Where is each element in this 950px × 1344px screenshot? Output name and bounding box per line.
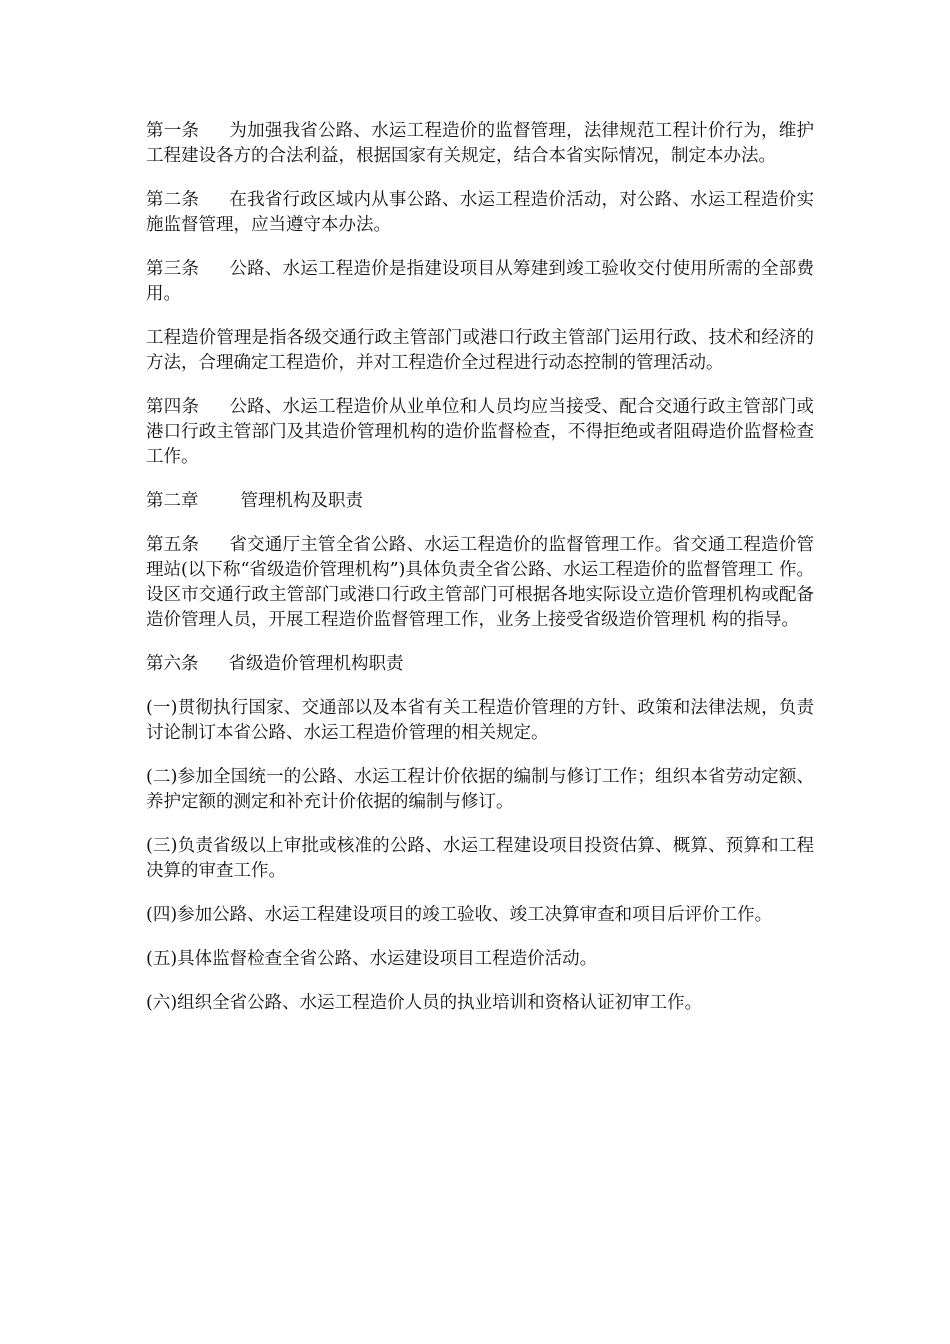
- article-text: 省交通厅主管全省公路、水运工程造价的监督管理工作。省交通工程造价管理站(以下称“省级造价管理机构”)具体负责全省公路、水运工程造价的监督管理工 作。设区市交通行政主管部门或港口行政主管部门可根据各地实际设立造价管理机构或配备造价管理人员，开展工程造价监督管理工作，业务上接受省级造价管理机 构的指导。: [146, 535, 815, 630]
- chapter-title: 管理机构及职责: [240, 491, 363, 511]
- article-1: [146, 119, 814, 169]
- list-item-text: (一)贯彻执行国家、交通部以及本省有关工程造价管理的方针、政策和法律法规，负责讨论制订本省公路、水运工程造价管理的相关规定。: [146, 698, 814, 743]
- duty-item-2: [146, 765, 814, 815]
- duty-item-1: [146, 696, 814, 746]
- article-text: 公路、水运工程造价从业单位和人员均应当接受、配合交通行政主管部门或港口行政主管部门及其造价管理机构的造价监督检查，不得拒绝或者阻碍造价监督检查工作。: [146, 397, 815, 467]
- article-text: 省级造价管理机构职责: [228, 654, 404, 674]
- chapter-label: 第二章: [146, 491, 199, 511]
- duty-item-4: [146, 903, 814, 928]
- article-label: 第二条: [146, 190, 200, 210]
- article-4: [146, 395, 814, 470]
- list-item-text: (六)组织全省公路、水运工程造价人员的执业培训和资格认证初审工作。: [146, 993, 703, 1013]
- article-label: 第四条: [146, 397, 200, 417]
- article-label: 第三条: [146, 259, 200, 279]
- list-item-text: (五)具体监督检查全省公路、水运建设项目工程造价活动。: [146, 949, 598, 969]
- duty-item-3: [146, 834, 814, 884]
- article-3: [146, 257, 814, 307]
- article-2: [146, 188, 814, 238]
- list-item-text: (二)参加全国统一的公路、水运工程计价依据的编制与修订工作；组织本省劳动定额、养护定额的测定和补充计价依据的编制与修订。: [146, 767, 814, 812]
- list-item-text: (四)参加公路、水运工程建设项目的竣工验收、竣工决算审查和项目后评价工作。: [146, 905, 773, 925]
- article-6: [146, 652, 814, 677]
- duty-item-5: [146, 947, 814, 972]
- article-text: 在我省行政区域内从事公路、水运工程造价活动，对公路、水运工程造价实施监督管理，应当遵守本办法。: [146, 190, 815, 235]
- article-text: 为加强我省公路、水运工程造价的监督管理，法律规范工程计价行为，维护工程建设各方的合法利益，根据国家有关规定，结合本省实际情况，制定本办法。: [146, 121, 815, 166]
- duty-item-6: [146, 991, 814, 1016]
- article-label: 第一条: [146, 121, 200, 141]
- article-5: [146, 533, 814, 633]
- document-body: [146, 119, 814, 1035]
- paragraph-text: 工程造价管理是指各级交通行政主管部门或港口行政主管部门运用行政、技术和经济的方法，合理确定工程造价，并对工程造价全过程进行动态控制的管理活动。: [146, 328, 814, 373]
- list-item-text: (三)负责省级以上审批或核准的公路、水运工程建设项目投资估算、概算、预算和工程决算的审查工作。: [146, 836, 814, 881]
- article-text: 公路、水运工程造价是指建设项目从筹建到竣工验收交付使用所需的全部费用。: [146, 259, 815, 304]
- article-label: 第六条: [146, 654, 199, 674]
- article-3-definition: [146, 326, 814, 376]
- chapter-2-heading: [146, 489, 814, 514]
- article-label: 第五条: [146, 535, 200, 555]
